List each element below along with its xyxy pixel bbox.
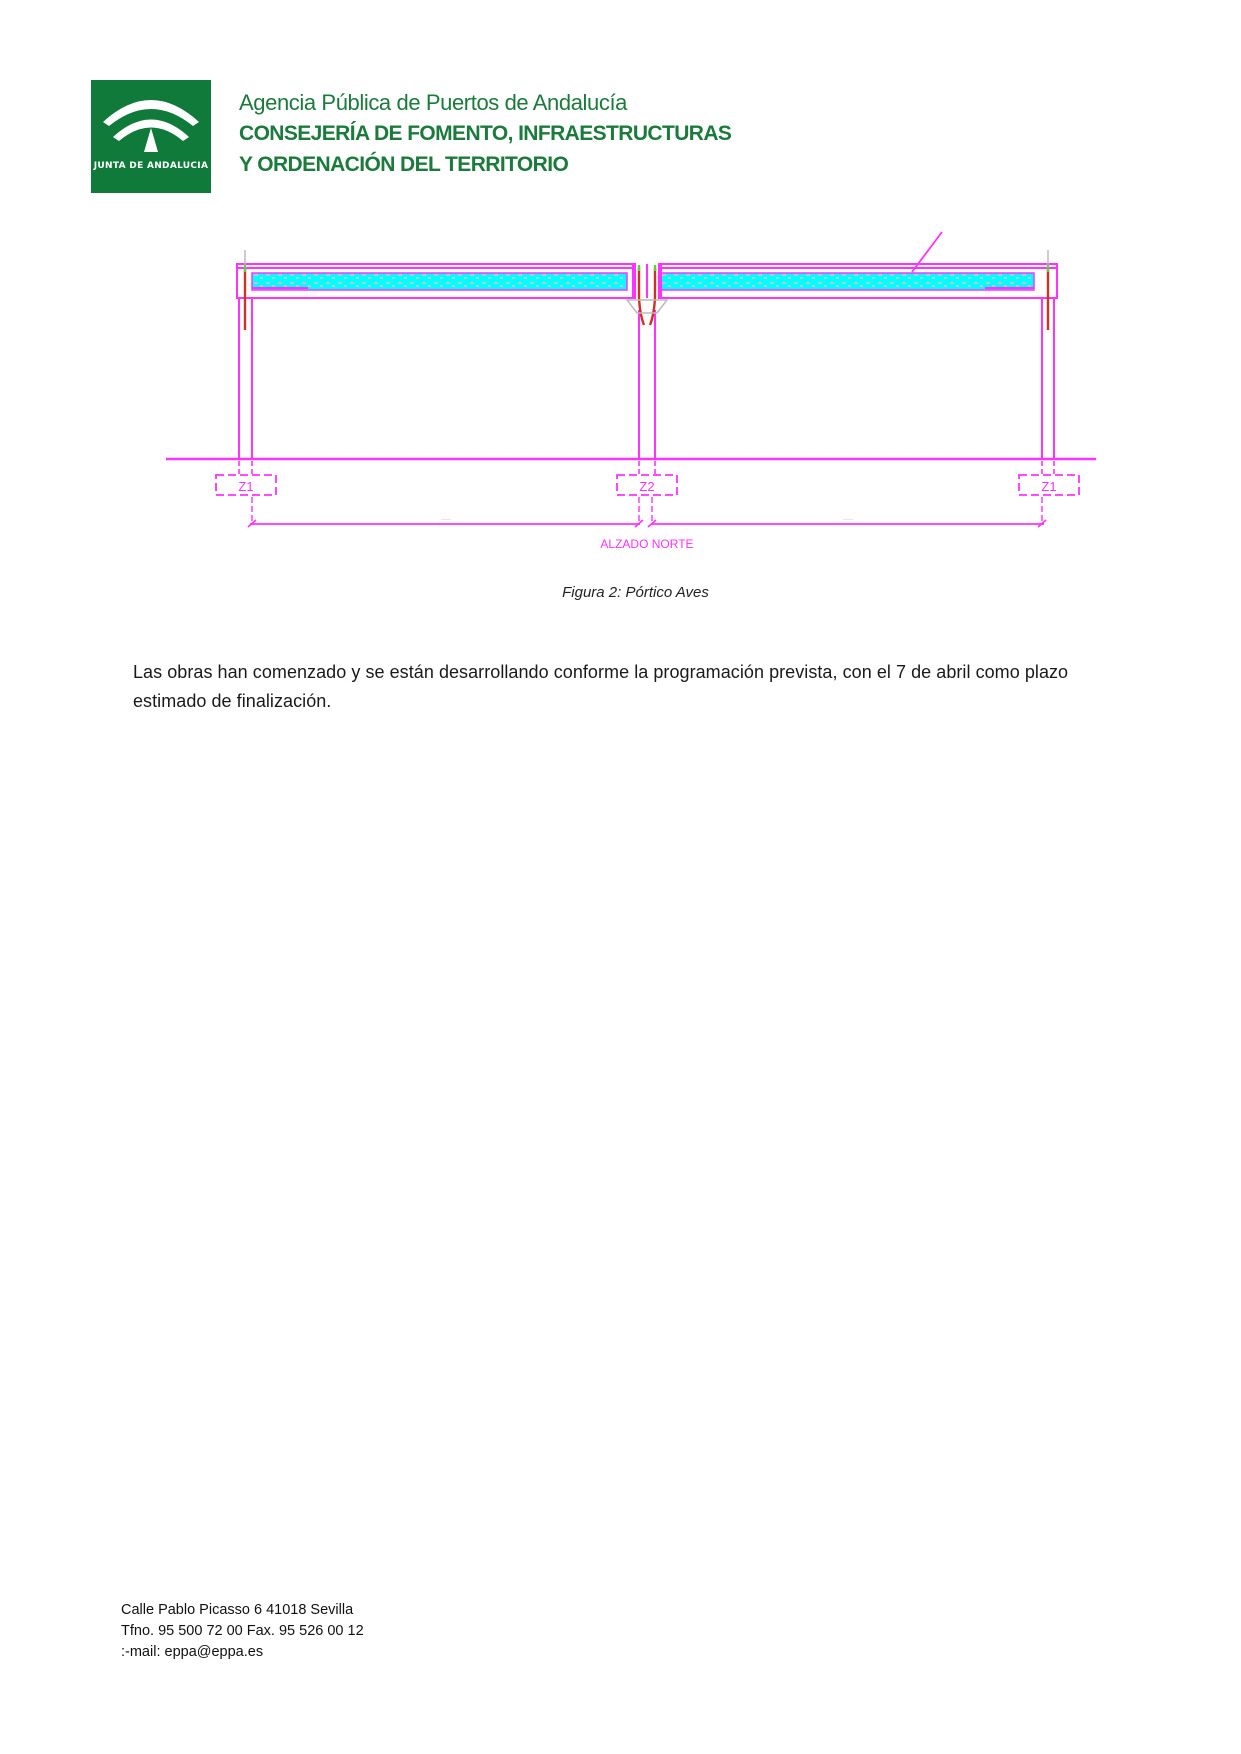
footer-address: Calle Pablo Picasso 6 41018 Sevilla [121,1602,354,1618]
footing-label-z2: Z2 [639,479,655,494]
footer-phone: Tfno. 95 500 72 00 Fax. 95 526 00 12 [121,1623,364,1639]
footing-label-z1-left: Z1 [238,479,254,494]
figure-caption: Figura 2: Pórtico Aves [562,584,709,601]
ministry-line-1: CONSEJERÍA DE FOMENTO, INFRAESTRUCTURAS [239,122,732,145]
svg-text:·····: ····· [843,517,853,523]
slab-right [661,273,1034,290]
portico-elevation-drawing [0,200,1241,570]
slab-left [252,273,627,290]
footing-label-z1-right: Z1 [1041,479,1057,494]
logo-caption: JUNTA DE ANDALUCIA [93,161,209,171]
drawing-title: ALZADO NORTE [600,537,694,551]
agency-heading [239,88,731,180]
ministry-line-2: Y ORDENACIÓN DEL TERRITORIO [239,153,569,176]
junta-de-andalucia-logo [91,80,211,193]
svg-text:·····: ····· [441,517,451,523]
elevation-svg [0,200,1241,570]
agency-name: Agencia Pública de Puertos de Andalucía [239,90,628,115]
junta-de-andalucia-arches-icon [91,80,211,193]
body-paragraph: Las obras han comenzado y se están desarrollando conforme la programación prevista, con el 7 de abril como plazo estimado de finalización. [133,662,1069,711]
footer-contact [121,1600,364,1663]
footer-email: :-mail: eppa@eppa.es [121,1644,264,1660]
